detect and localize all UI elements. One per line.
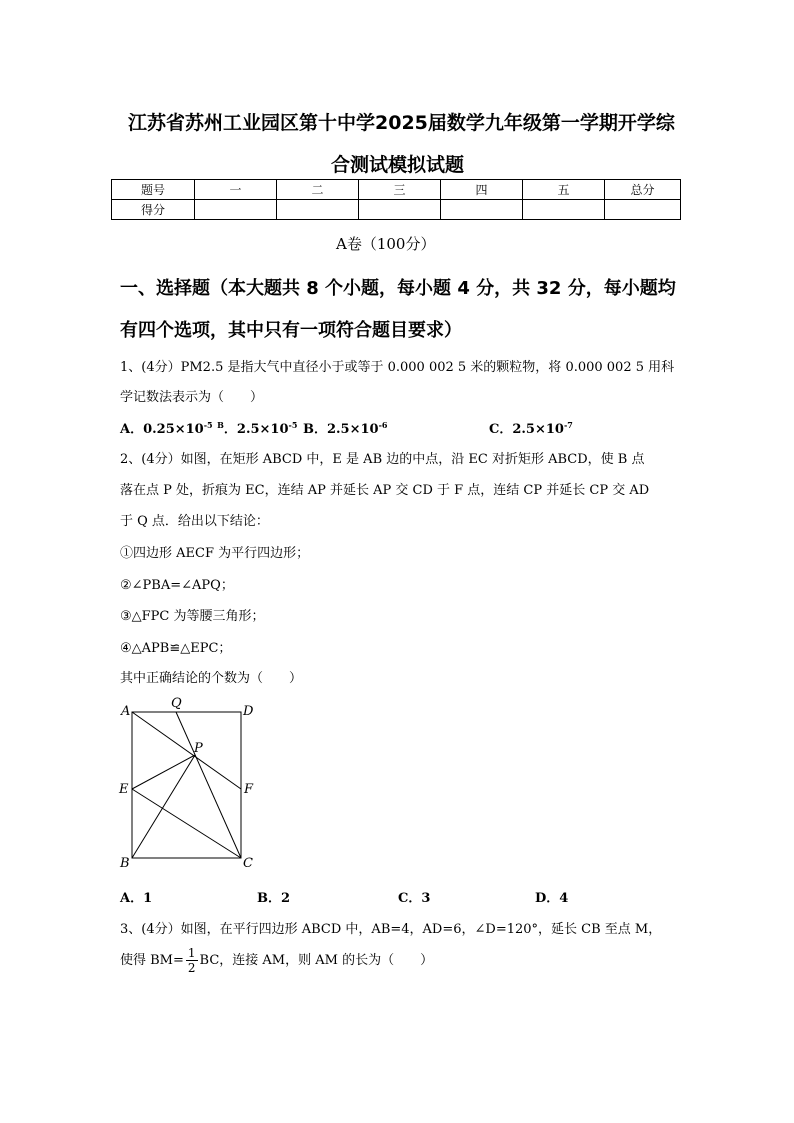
q1-option-a[interactable] xyxy=(120,418,297,437)
score-header-cell: 总分 xyxy=(605,180,681,200)
score-header-cell: 五 xyxy=(523,180,605,200)
section-1-heading-line2: 有四个选项，其中只有一项符合题目要求） xyxy=(120,320,462,341)
label-b: B xyxy=(120,856,130,871)
label-c: C xyxy=(243,856,253,871)
q3-stem-suffix: BC，连接 AM，则 AM 的长为（ ） xyxy=(199,953,434,968)
q2-conclusion-2: ②∠PBA=∠APQ； xyxy=(120,578,234,593)
q2-option-d[interactable]: D．4 xyxy=(535,891,569,906)
score-table-score-row xyxy=(112,200,681,220)
label-a: A xyxy=(121,704,131,719)
score-cell[interactable] xyxy=(195,200,277,220)
q2-conclusion-1: ①四边形 AECF 为平行四边形； xyxy=(120,546,310,561)
score-header-cell: 一 xyxy=(195,180,277,200)
label-e: E xyxy=(119,782,129,797)
q1-option-b-label: B xyxy=(217,420,224,430)
q1-stem-line2: 学记数法表示为（ ） xyxy=(120,390,264,405)
q2-conclusion-3: ③△FPC 为等腰三角形； xyxy=(120,609,265,624)
q2-question: 其中正确结论的个数为（ ） xyxy=(120,671,303,686)
q2-rectangle-figure xyxy=(112,692,272,872)
q1-option-c-exp: -6 xyxy=(378,420,388,430)
score-cell[interactable] xyxy=(523,200,605,220)
score-header-cell: 题号 xyxy=(112,180,195,200)
q1-option-b-base: ．2.5×10 xyxy=(223,422,289,437)
q1-option-d-exp: -7 xyxy=(563,420,573,430)
label-p: P xyxy=(194,741,203,756)
score-cell[interactable] xyxy=(605,200,681,220)
score-table xyxy=(111,179,681,220)
q1-stem-line1: 1、(4分）PM2.5 是指大气中直径小于或等于 0.000 002 5 米的颗粒物，将 0.000 002 5 用科 xyxy=(120,360,675,375)
q2-option-b[interactable]: B．2 xyxy=(257,891,291,906)
section-a-heading: A卷（100分） xyxy=(336,235,436,253)
q2-stem-line1: 2、(4分）如图，在矩形 ABCD 中，E 是 AB 边的中点，沿 EC 对折矩形 ABCD，使 B 点 xyxy=(120,452,645,467)
segment-e-c xyxy=(132,789,241,858)
segment-b-p xyxy=(132,755,195,858)
score-table-header-row xyxy=(112,180,681,200)
q1-option-a-base: A．0.25×10 xyxy=(120,422,204,437)
q2-stem-line2: 落在点 P 处，折痕为 EC，连结 AP 并延长 AP 交 CD 于 F 点，连结 CP 并延长 CP 交 AD xyxy=(120,483,650,498)
q1-option-d[interactable] xyxy=(489,418,573,437)
score-cell[interactable] xyxy=(441,200,523,220)
q3-stem-line1: 3、(4分）如图，在平行四边形 ABCD 中，AB=4，AD=6，∠D=120°，延长 CB 至点 M， xyxy=(120,922,662,937)
q3-fraction-denominator: 2 xyxy=(187,961,196,975)
q2-stem-line3: 于 Q 点．给出以下结论： xyxy=(120,514,269,529)
score-cell[interactable] xyxy=(277,200,359,220)
score-header-cell: 三 xyxy=(359,180,441,200)
q3-fraction xyxy=(186,946,198,975)
q2-conclusion-4: ④△APB≌△EPC； xyxy=(120,641,232,656)
segment-q-c xyxy=(176,712,241,858)
q1-option-b-exp: -5 xyxy=(288,420,298,430)
score-cell[interactable] xyxy=(359,200,441,220)
label-q: Q xyxy=(171,696,182,711)
page-title-line1: 江苏省苏州工业园区第十中学2025届数学九年级第一学期开学综 xyxy=(128,112,675,134)
q1-option-a-exp: -5 xyxy=(203,420,213,430)
q3-stem-prefix: 使得 BM= xyxy=(120,953,184,968)
section-1-heading-line1: 一、选择题（本大题共 8 个小题，每小题 4 分，共 32 分，每小题均 xyxy=(120,278,676,299)
label-d: D xyxy=(243,704,254,719)
q3-fraction-numerator: 1 xyxy=(187,946,196,960)
label-f: F xyxy=(244,782,254,797)
rectangle-abcd xyxy=(132,712,241,858)
page-title-line2: 合测试模拟试题 xyxy=(331,154,465,176)
q3-stem-line2 xyxy=(120,946,433,975)
q1-option-c-base: B．2.5×10 xyxy=(303,422,379,437)
segment-e-p xyxy=(132,755,195,789)
q2-option-a[interactable]: A．1 xyxy=(120,891,153,906)
score-row-label: 得分 xyxy=(112,200,195,220)
score-header-cell: 四 xyxy=(441,180,523,200)
segment-a-f xyxy=(132,712,241,789)
score-header-cell: 二 xyxy=(277,180,359,200)
q1-option-c[interactable] xyxy=(303,418,387,437)
q2-option-c[interactable]: C．3 xyxy=(398,891,431,906)
q1-option-d-base: C．2.5×10 xyxy=(489,422,564,437)
